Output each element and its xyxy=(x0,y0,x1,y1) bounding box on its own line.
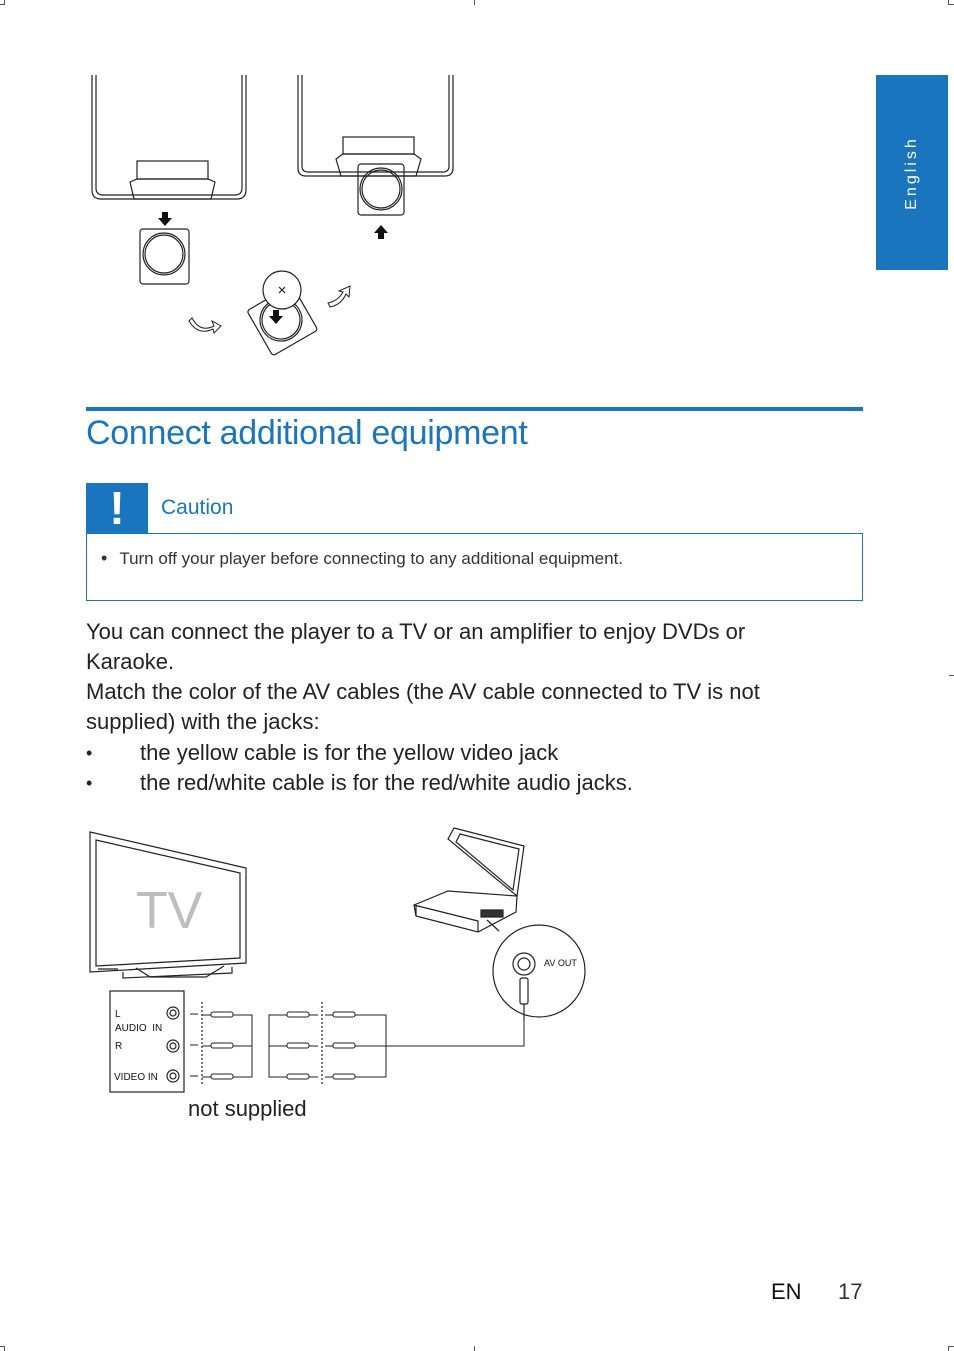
bullet-icon: • xyxy=(101,548,108,568)
body-paragraph-2: Match the color of the AV cables (the AV cable connected to TV is not supplied) with the jacks: xyxy=(86,679,760,734)
section-title: Connect additional equipment xyxy=(86,414,528,452)
jack-audio-in-label: AUDIO IN xyxy=(115,1023,163,1034)
jack-l-label: L xyxy=(115,1009,121,1020)
body-paragraph-1: You can connect the player to a TV or an amplifier to enjoy DVDs or Karaoke. xyxy=(86,619,746,674)
page-number: 17 xyxy=(838,1279,863,1304)
list-item: • the red/white cable is for the red/white audio jacks. xyxy=(86,768,633,798)
not-supplied-label: not supplied xyxy=(188,1096,307,1121)
caution-title: Caution xyxy=(161,496,234,519)
tv-label: TV xyxy=(136,882,203,940)
av-out-label: AV OUT xyxy=(544,958,577,968)
caution-icon: ! xyxy=(86,483,148,533)
jack-video-in-label: VIDEO IN xyxy=(114,1072,158,1083)
caution-item: • Turn off your player before connecting to any additional equipment. xyxy=(101,548,624,568)
jack-r-label: R xyxy=(115,1041,123,1052)
list-item: • the yellow cable is for the yellow video jack xyxy=(86,738,633,768)
language-tab-label: English xyxy=(903,136,920,210)
footer-language-code: EN xyxy=(771,1279,802,1304)
